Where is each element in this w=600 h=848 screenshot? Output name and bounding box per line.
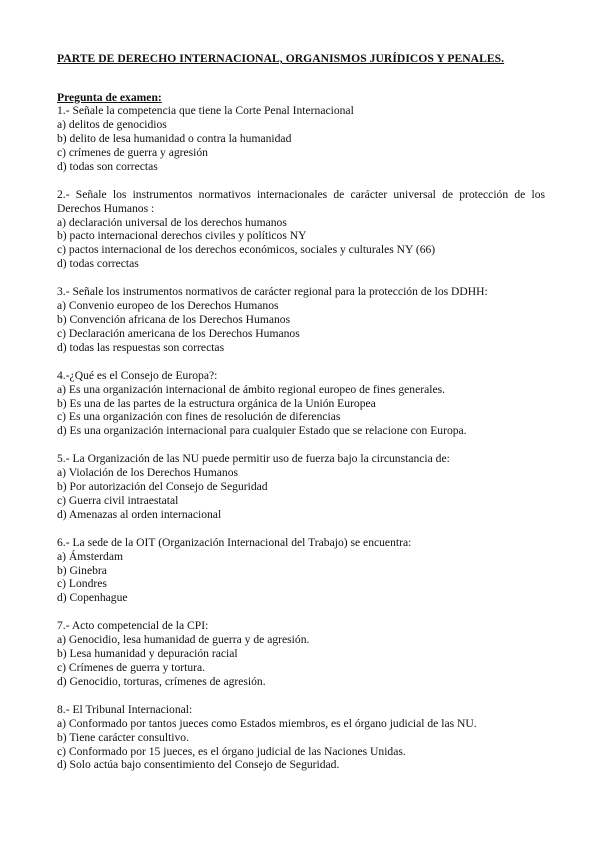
answer-option: a) Convenio europeo de los Derechos Humanos	[57, 299, 279, 313]
question-text: 2.- Señale los instrumentos normativos internacionales de carácter universal de protección de los Derechos Humanos :	[57, 187, 545, 215]
answer-option: d) Es una organización internacional para cualquier Estado que se relacione con Europa.	[57, 424, 467, 438]
answer-option: d) Solo actúa bajo consentimiento del Consejo de Seguridad.	[57, 758, 340, 772]
answer-option: b) Ginebra	[57, 563, 107, 577]
answer-option: a) Violación de los Derechos Humanos	[57, 466, 238, 480]
answer-option: c) Guerra civil intraestatal	[57, 493, 179, 507]
answer-option: c) Crímenes de guerra y tortura.	[57, 661, 206, 675]
answer-option: d) Genocidio, torturas, crímenes de agresión.	[57, 674, 266, 688]
answer-option: a) Genocidio, lesa humanidad de guerra y de agresión.	[57, 633, 310, 647]
question-8	[57, 703, 545, 773]
answer-option: b) pacto internacional derechos civiles y políticos NY	[57, 229, 307, 243]
question-7	[57, 619, 545, 689]
answer-option: d) todas son correctas	[57, 159, 158, 173]
question-text: 4.-¿Qué es el Consejo de Europa?:	[57, 368, 218, 382]
answer-option: a) delitos de genocidios	[57, 118, 167, 132]
answer-option: c) Declaración americana de los Derechos Humanos	[57, 326, 300, 340]
answer-option: b) Tiene carácter consultivo.	[57, 730, 190, 744]
question-6	[57, 536, 545, 606]
question-text: 7.- Acto competencial de la CPI:	[57, 619, 209, 633]
question-3	[57, 285, 545, 355]
answer-option: a) Es una organización internacional de ámbito regional europeo de fines generales.	[57, 382, 446, 396]
question-4	[57, 369, 545, 439]
question-text: 1.- Señale la competencia que tiene la Corte Penal Internacional	[57, 104, 354, 118]
question-text: 3.- Señale los instrumentos normativos de carácter regional para la protección de los DDHH:	[57, 285, 488, 299]
question-text: 5.- La Organización de las NU puede permitir uso de fuerza bajo la circunstancia de:	[57, 452, 450, 466]
answer-option: d) todas correctas	[57, 257, 139, 271]
answer-option: b) delito de lesa humanidad o contra la humanidad	[57, 132, 292, 146]
section-heading: Pregunta de examen:	[57, 91, 162, 104]
answer-option: a) Ámsterdam	[57, 549, 123, 563]
answer-option: a) Conformado por tantos jueces como Estados miembros, es el órgano judicial de las NU.	[57, 716, 477, 730]
question-5	[57, 452, 545, 522]
answer-option: b) Por autorización del Consejo de Seguridad	[57, 480, 268, 494]
answer-option: b) Lesa humanidad y depuración racial	[57, 647, 238, 661]
answer-option: c) crímenes de guerra y agresión	[57, 145, 208, 159]
answer-option: c) pactos internacional de los derechos económicos, sociales y culturales NY (66)	[57, 243, 436, 257]
answer-option: b) Convención africana de los Derechos Humanos	[57, 312, 291, 326]
answer-option: c) Londres	[57, 577, 107, 591]
question-2	[57, 188, 545, 271]
question-text: 6.- La sede de la OIT (Organización Internacional del Trabajo) se encuentra:	[57, 535, 412, 549]
answer-option: b) Es una de las partes de la estructura orgánica de la Unión Europea	[57, 396, 376, 410]
document-title: PARTE DE DERECHO INTERNACIONAL, ORGANISMOS JURÍDICOS Y PENALES.	[57, 52, 505, 65]
document-page	[57, 52, 545, 786]
answer-option: d) Amenazas al orden internacional	[57, 507, 222, 521]
answer-option: d) Copenhague	[57, 591, 128, 605]
question-text: 8.- El Tribunal Internacional:	[57, 702, 193, 716]
answer-option: d) todas las respuestas son correctas	[57, 340, 225, 354]
answer-option: c) Conformado por 15 jueces, es el órgano judicial de las Naciones Unidas.	[57, 744, 406, 758]
answer-option: c) Es una organización con fines de resolución de diferencias	[57, 410, 341, 424]
answer-option: a) declaración universal de los derechos humanos	[57, 215, 287, 229]
question-1	[57, 104, 545, 174]
